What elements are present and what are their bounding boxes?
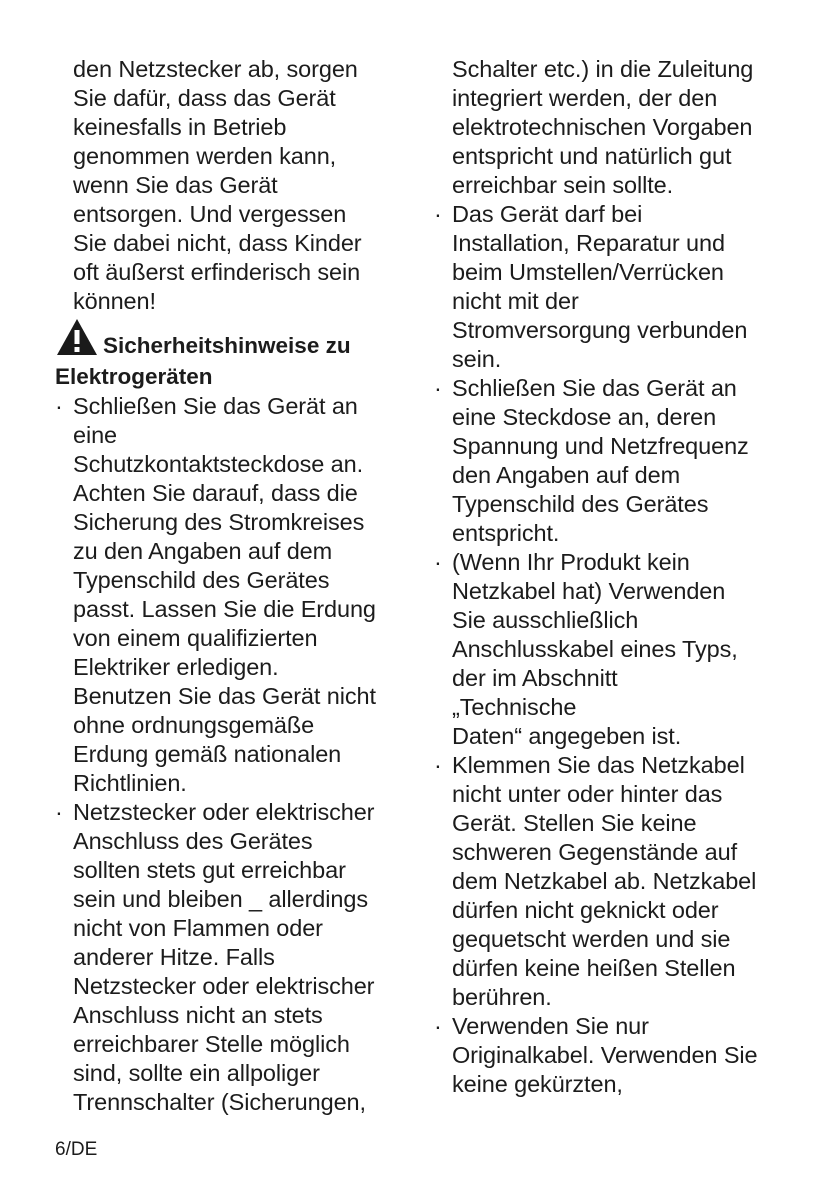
text-line: wenn Sie das Gerät — [73, 172, 278, 198]
text-line: oft äußerst erfinderisch sein — [73, 259, 361, 285]
text-line: erreichbarer Stelle möglich — [73, 1031, 350, 1057]
text-line: der im Abschnitt — [452, 665, 618, 691]
text-line: „Technische — [452, 694, 577, 720]
bullet-marker: · — [434, 1013, 442, 1039]
bullet-list — [434, 200, 794, 1099]
bullet-marker: · — [55, 799, 63, 825]
warning-triangle-icon — [55, 317, 99, 357]
text-line: Sie ausschließlich — [452, 607, 639, 633]
continuation-paragraph — [434, 55, 794, 200]
text-line: Typenschild des Gerätes — [452, 491, 709, 517]
text-line: Originalkabel. Verwenden Sie — [452, 1042, 758, 1068]
text-line: Anschlusskabel eines Typs, — [452, 636, 738, 662]
text-line: Das Gerät darf bei — [452, 201, 643, 227]
text-line: Schließen Sie das Gerät an — [452, 375, 737, 401]
text-line: nicht unter oder hinter das — [452, 781, 723, 807]
text-line: Stromversorgung verbunden — [452, 317, 748, 343]
text-line: erreichbar sein sollte. — [452, 172, 674, 198]
text-line: Gerät. Stellen Sie keine — [452, 810, 697, 836]
page-number: 6/DE — [55, 1139, 98, 1160]
text-line: Richtlinien. — [73, 770, 187, 796]
left-column — [55, 55, 415, 1117]
section-heading-line2: Elektrogeräten — [55, 364, 213, 389]
text-line: sein. — [452, 346, 502, 372]
text-line: Achten Sie darauf, dass die — [73, 480, 358, 506]
bullet-item — [434, 751, 794, 1012]
text-line: eine — [73, 422, 118, 448]
text-line: entspricht. — [452, 520, 560, 546]
text-line: Verwenden Sie nur — [452, 1013, 649, 1039]
text-line: anderer Hitze. Falls — [73, 944, 275, 970]
text-line: Daten“ angegeben ist. — [452, 723, 682, 749]
bullet-item — [55, 392, 415, 798]
text-line: Elektriker erledigen. — [73, 654, 279, 680]
intro-paragraph — [55, 55, 415, 316]
text-line: Netzstecker oder elektrischer — [73, 799, 375, 825]
text-line: keine gekürzten, — [452, 1071, 623, 1097]
text-line: elektrotechnischen Vorgaben — [452, 114, 753, 140]
text-line: nicht von Flammen oder — [73, 915, 323, 941]
text-line: passt. Lassen Sie die Erdung — [73, 596, 376, 622]
text-line: können! — [73, 288, 156, 314]
text-line: genommen werden kann, — [73, 143, 337, 169]
text-line: schweren Gegenstände auf — [452, 839, 738, 865]
text-line: (Wenn Ihr Produkt kein — [452, 549, 690, 575]
text-line: eine Steckdose an, deren — [452, 404, 717, 430]
bullet-item — [434, 374, 794, 548]
text-line: Anschluss nicht an stets — [73, 1002, 323, 1028]
section-heading-line1: Sicherheitshinweise zu — [103, 333, 351, 358]
text-line: Typenschild des Gerätes — [73, 567, 330, 593]
text-line: dürfen nicht geknickt oder — [452, 897, 719, 923]
bullet-item — [434, 1012, 794, 1099]
text-line: dem Netzkabel ab. Netzkabel — [452, 868, 757, 894]
text-line: den Netzstecker ab, sorgen — [73, 56, 358, 82]
text-line: Benutzen Sie das Gerät nicht — [73, 683, 376, 709]
text-line: ohne ordnungsgemäße — [73, 712, 315, 738]
text-line: Anschluss des Gerätes — [73, 828, 313, 854]
text-line: entspricht und natürlich gut — [452, 143, 732, 169]
text-line: den Angaben auf dem — [452, 462, 681, 488]
bullet-item — [434, 548, 794, 751]
right-column — [434, 55, 794, 1099]
text-line: Schalter etc.) in die Zuleitung — [452, 56, 754, 82]
text-line: dürfen keine heißen Stellen — [452, 955, 736, 981]
text-line: Schließen Sie das Gerät an — [73, 393, 358, 419]
section-heading — [55, 330, 415, 361]
bullet-marker: · — [434, 375, 442, 401]
text-line: nicht mit der — [452, 288, 579, 314]
text-line: sollten stets gut erreichbar — [73, 857, 346, 883]
text-line: Netzkabel hat) Verwenden — [452, 578, 726, 604]
text-line: sind, sollte ein allpoliger — [73, 1060, 320, 1086]
text-line: beim Umstellen/Verrücken — [452, 259, 724, 285]
bullet-marker: · — [434, 752, 442, 778]
text-line: Erdung gemäß nationalen — [73, 741, 342, 767]
text-line: entsorgen. Und vergessen — [73, 201, 347, 227]
text-line: von einem qualifizierten — [73, 625, 318, 651]
text-line: zu den Angaben auf dem — [73, 538, 333, 564]
text-line: Netzstecker oder elektrischer — [73, 973, 375, 999]
text-line: gequetscht werden und sie — [452, 926, 731, 952]
bullet-list — [55, 392, 415, 1117]
text-line: Sie dafür, dass das Gerät — [73, 85, 336, 111]
text-line: Schutzkontaktsteckdose an. — [73, 451, 364, 477]
text-line: Sicherung des Stromkreises — [73, 509, 365, 535]
text-line: Klemmen Sie das Netzkabel — [452, 752, 745, 778]
text-line: sein und bleiben _ allerdings — [73, 886, 368, 912]
bullet-item — [434, 200, 794, 374]
bullet-marker: · — [55, 393, 63, 419]
text-line: Trennschalter (Sicherungen, — [73, 1089, 366, 1115]
text-line: Installation, Reparatur und — [452, 230, 725, 256]
text-line: Spannung und Netzfrequenz — [452, 433, 749, 459]
text-line: Sie dabei nicht, dass Kinder — [73, 230, 362, 256]
bullet-item — [55, 798, 415, 1117]
bullet-marker: · — [434, 549, 442, 575]
text-line: integriert werden, der den — [452, 85, 718, 111]
bullet-marker: · — [434, 201, 442, 227]
text-line: keinesfalls in Betrieb — [73, 114, 287, 140]
text-line: berühren. — [452, 984, 552, 1010]
